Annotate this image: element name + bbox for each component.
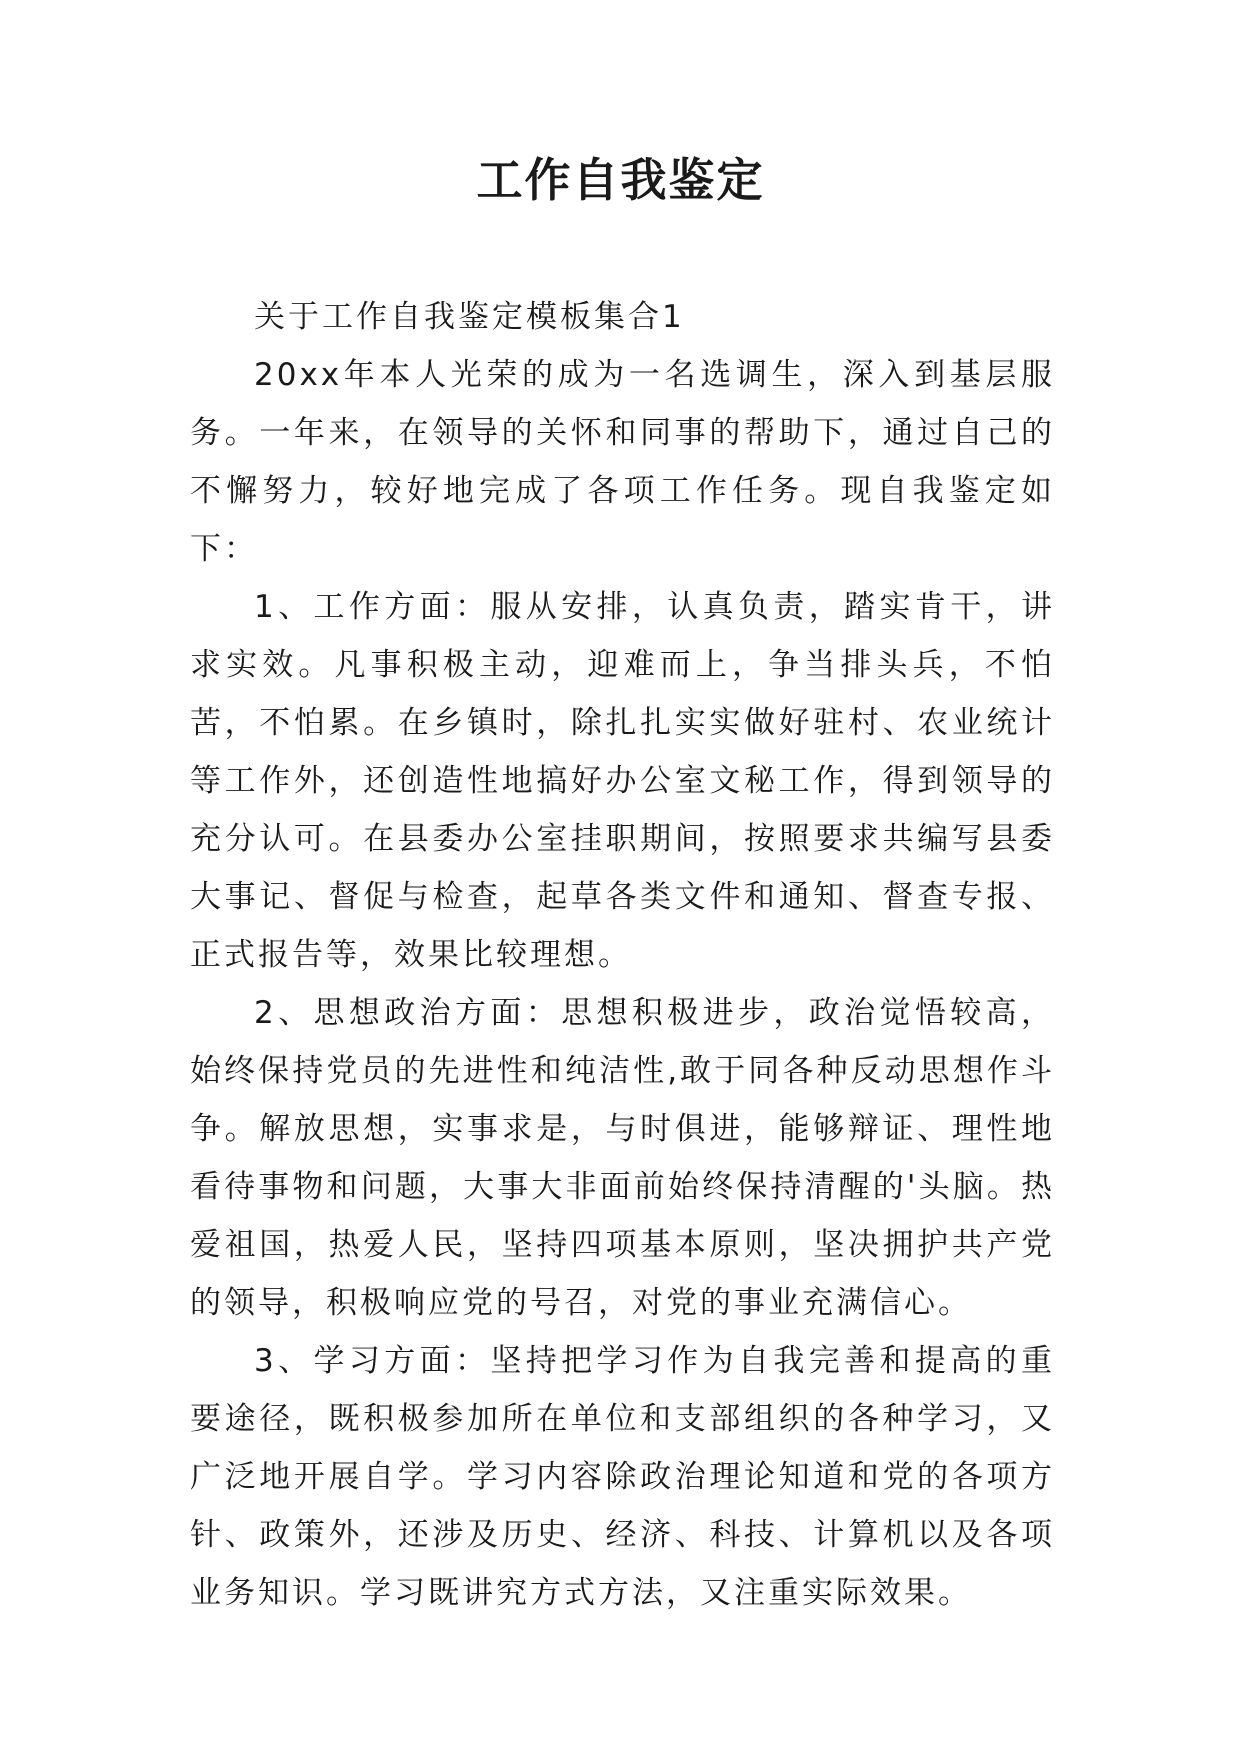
paragraph-politics: 2、思想政治方面：思想积极进步，政治觉悟较高，始终保持党员的先进性和纯洁性,敢于同各种反动思想作斗争。解放思想，实事求是，与时俱进，能够辩证、理性地看待事物和问题，大事大非面前始终保持清醒的'头脑。热爱祖国，热爱人民，坚持四项基本原则，坚决拥护共产党的领导，积极响应党的号召，对党的事业充满信心。: [190, 995, 1055, 1321]
document-body: [190, 288, 1055, 1622]
paragraph-intro: 20xx年本人光荣的成为一名选调生，深入到基层服务。一年来，在领导的关怀和同事的帮助下，通过自己的不懈努力，较好地完成了各项工作任务。现自我鉴定如下：: [190, 357, 1055, 567]
paragraph-study: 3、学习方面：坚持把学习作为自我完善和提高的重要途径，既积极参加所在单位和支部组织的各种学习，又广泛地开展自学。学习内容除政治理论知道和党的各项方针、政策外，还涉及历史、经济、科技、计算机以及各项业务知识。学习既讲究方式方法，又注重实际效果。: [190, 1343, 1055, 1611]
paragraph-work: 1、工作方面：服从安排，认真负责，踏实肯干，讲求实效。凡事积极主动，迎难而上，争当排头兵，不怕苦，不怕累。在乡镇时，除扎扎实实做好驻村、农业统计等工作外，还创造性地搞好办公室文秘工作，得到领导的充分认可。在县委办公室挂职期间，按照要求共编写县委大事记、督促与检查，起草各类文件和通知、督查专报、正式报告等，效果比较理想。: [190, 589, 1055, 973]
document-title: 工作自我鉴定: [476, 153, 765, 207]
document-subtitle: 关于工作自我鉴定模板集合1: [254, 299, 685, 335]
